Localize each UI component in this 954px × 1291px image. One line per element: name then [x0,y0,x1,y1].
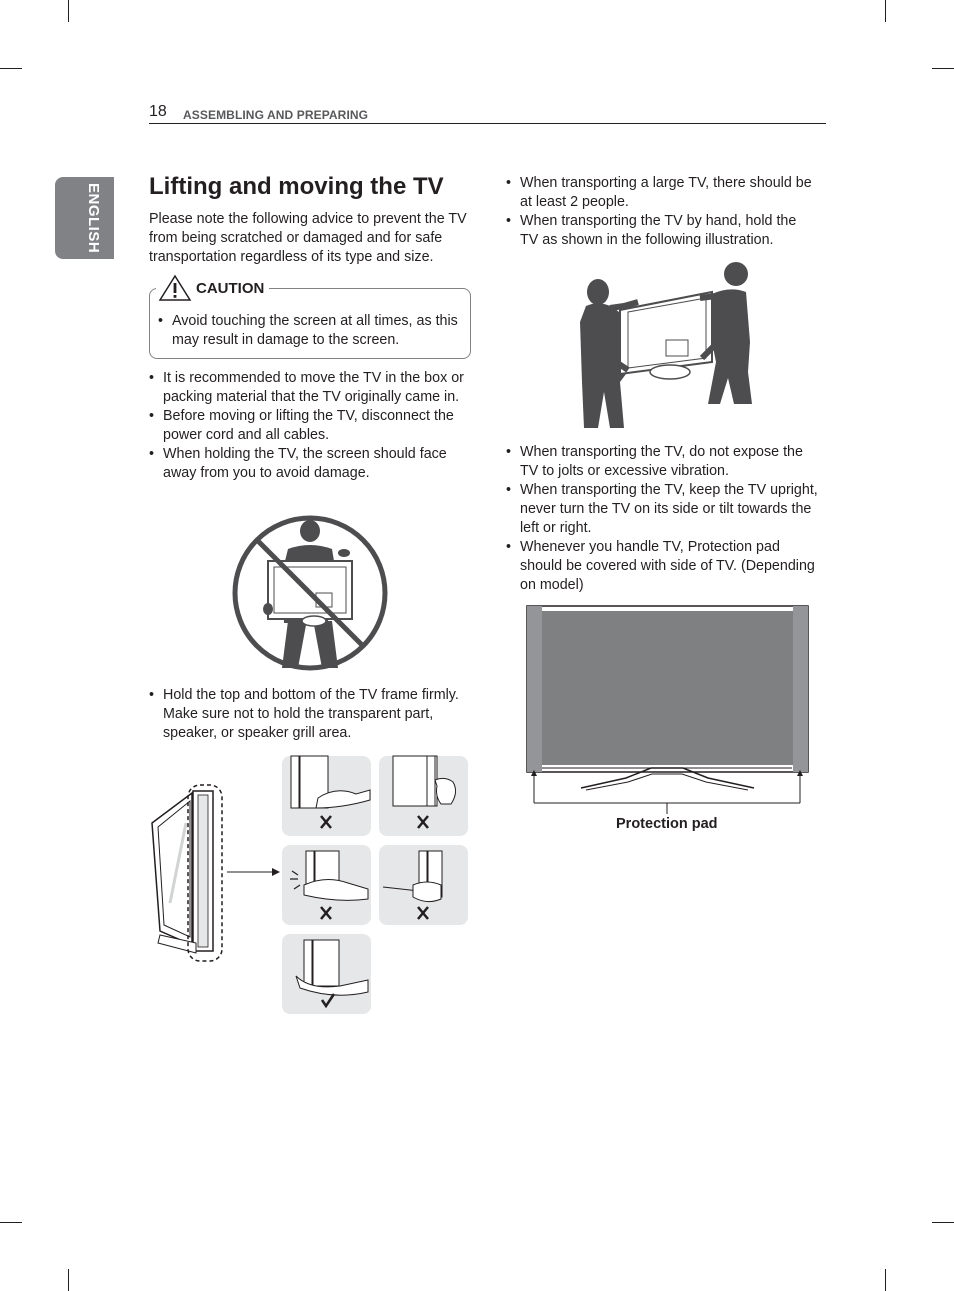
crop-mark [885,0,886,22]
protection-pad-illustration [526,604,810,814]
grip-panel-wrong-3 [282,845,371,925]
wrong-carry-illustration [230,513,390,673]
list-item: • Before moving or lifting the TV, disconnect the power cord and all cables. [149,407,467,445]
crop-mark [932,68,954,69]
list-item: • When transporting the TV by hand, hold the TV as shown in the following illustration. [506,212,818,250]
caution-label: CAUTION [196,279,265,297]
grip-panel-correct [282,934,371,1014]
list-item: • When transporting the TV, keep the TV upright, never turn the TV on its side or tilt towards the left or right. [506,481,818,538]
page-number: 18 [149,103,167,120]
page-title: Lifting and moving the TV [149,173,444,200]
intro-paragraph: Please note the following advice to prevent the TV from being scratched or damaged and for safe transportation regardless of its type and size. [149,211,467,265]
list-item: • When holding the TV, the screen should face away from you to avoid damage. [149,445,467,483]
crop-mark [932,1222,954,1223]
tv-side-view [150,783,280,963]
transport-handling-list [506,443,818,595]
list-item: • When transporting a large TV, there should be at least 2 people. [506,174,818,212]
page-header [149,103,826,124]
grip-advice-list [149,686,467,743]
list-item: • It is recommended to move the TV in the box or packing material that the TV originally came in. [149,369,467,407]
grip-panel-wrong-4 [379,845,468,925]
grip-panel-wrong-2 [379,756,468,836]
caution-list [158,312,463,350]
list-item: • Avoid touching the screen at all times, as this may result in damage to the screen. [158,312,463,350]
crop-mark [68,0,69,22]
list-item: • Hold the top and bottom of the TV frame firmly. Make sure not to hold the transparent part, speaker, or speaker grill area. [149,686,467,743]
two-person-carry-illustration [580,262,752,430]
moving-advice-list [149,369,467,483]
crop-mark [68,1269,69,1291]
section-title: ASSEMBLING AND PREPARING [183,108,369,122]
caution-header [156,274,269,302]
crop-mark [0,68,22,69]
transport-people-list [506,174,818,250]
list-item: • When transporting the TV, do not expose the TV to jolts or excessive vibration. [506,443,818,481]
warning-icon [158,274,192,302]
protection-pad-label: Protection pad [616,816,718,832]
grip-panel-wrong-1 [282,756,371,836]
list-item: • Whenever you handle TV, Protection pad should be covered with side of TV. (Depending on model) [506,538,818,595]
language-label: ENGLISH [85,183,102,254]
crop-mark [0,1222,22,1223]
crop-mark [885,1269,886,1291]
